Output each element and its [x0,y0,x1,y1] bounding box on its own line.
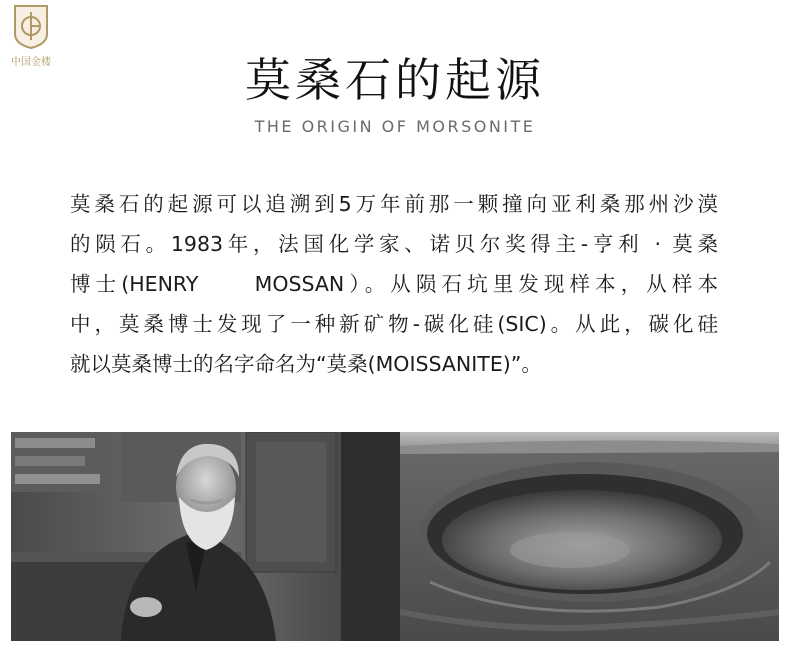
paragraph-line: 莫桑石的起源可以追溯到5万年前那一颗撞向亚利桑那州沙漠 [70,192,718,216]
brand-name: 中国金楼 [11,57,51,68]
moissan-portrait-image [11,432,400,641]
paragraph-line: 的陨石。1983年，法国化学家、诺贝尔奖得主-亨利 · 莫桑 [70,232,718,256]
paragraph-line: 就以莫桑博士的名字命名为“莫桑(MOISSANITE)”。 [70,352,542,376]
paragraph-line: 中，莫桑博士发现了一种新矿物-碳化硅(SIC)。从此，碳化硅 [70,312,718,336]
page-subtitle: THE ORIGIN OF MORSONITE [254,117,536,136]
origin-paragraph [70,184,718,384]
meteor-crater-image [400,432,779,641]
page-title: 莫桑石的起源 [245,53,545,107]
paragraph-line: 博士(HENRY MOSSAN）。从陨石坑里发现样本，从样本 [70,272,718,296]
